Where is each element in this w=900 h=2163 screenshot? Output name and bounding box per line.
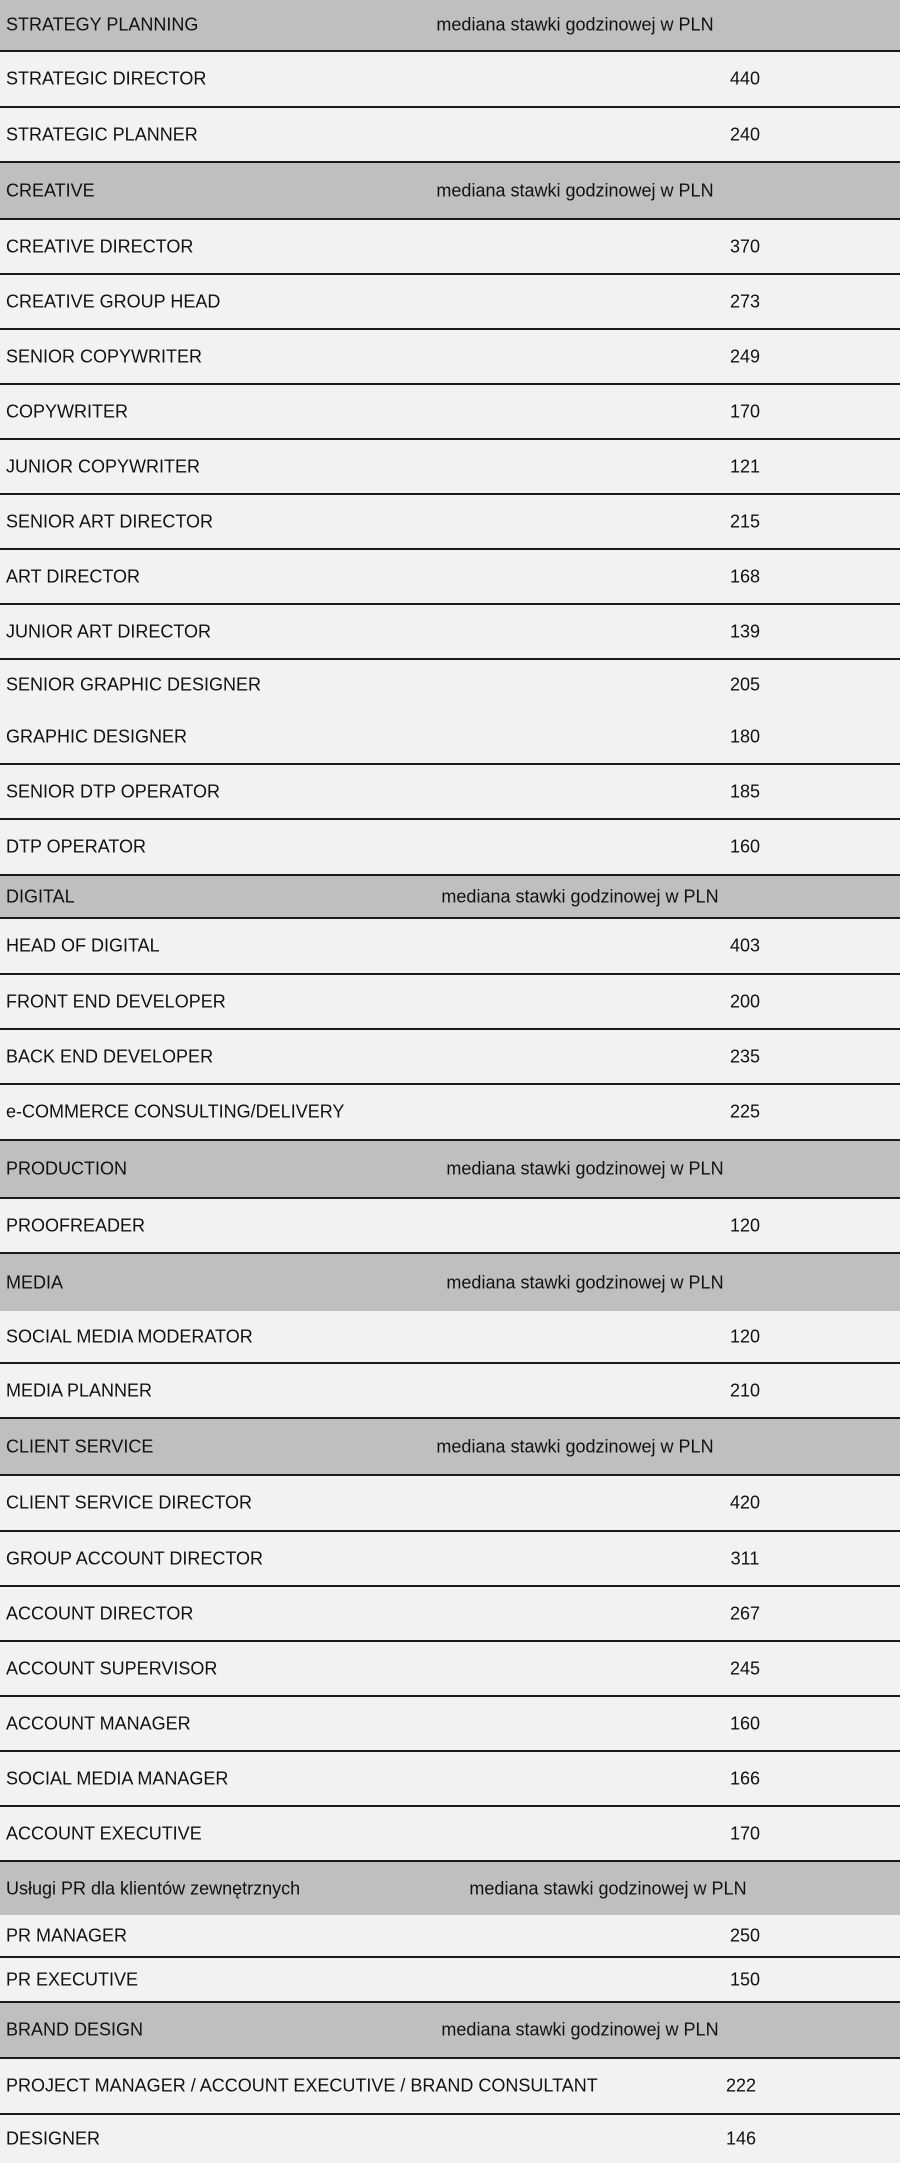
table-row <box>0 660 900 710</box>
table-row <box>0 1085 900 1141</box>
role-label: SENIOR COPYWRITER <box>6 346 203 366</box>
table-row <box>0 440 900 495</box>
rate-value: 420 <box>729 1492 761 1513</box>
rate-value: 170 <box>729 1823 761 1843</box>
rate-value: 205 <box>729 674 761 695</box>
rate-value: 121 <box>729 456 761 476</box>
role-label: ART DIRECTOR <box>6 566 141 586</box>
role-label: SENIOR GRAPHIC DESIGNER <box>6 674 262 695</box>
column-header: mediana stawki godzinowej w PLN <box>436 180 714 200</box>
section-header-row <box>0 1141 900 1199</box>
section-header-row <box>0 876 900 919</box>
role-label: STRATEGIC DIRECTOR <box>6 68 207 89</box>
role-label: ACCOUNT EXECUTIVE <box>6 1823 202 1843</box>
rate-value: 120 <box>729 1215 761 1235</box>
table-row <box>0 330 900 385</box>
role-label: STRATEGIC PLANNER <box>6 124 198 144</box>
column-header: mediana stawki godzinowej w PLN <box>441 2019 719 2040</box>
section-title: CREATIVE <box>6 180 95 200</box>
section-title: CLIENT SERVICE <box>6 1436 154 1456</box>
rate-value: 139 <box>729 621 761 641</box>
role-label: GRAPHIC DESIGNER <box>6 726 188 746</box>
table-row <box>0 220 900 275</box>
role-label: ACCOUNT MANAGER <box>6 1713 191 1733</box>
table-row <box>0 1199 900 1254</box>
table-row <box>0 1587 900 1642</box>
role-label: COPYWRITER <box>6 401 129 421</box>
section-title: BRAND DESIGN <box>6 2019 144 2040</box>
table-row <box>0 1915 900 1958</box>
section-header-row <box>0 163 900 220</box>
section-header-row <box>0 1862 900 1915</box>
role-label: PROOFREADER <box>6 1215 146 1235</box>
rate-value: 311 <box>730 1548 760 1568</box>
rate-value: 273 <box>729 291 761 311</box>
rate-value: 160 <box>729 1713 761 1733</box>
rate-value: 235 <box>729 1046 761 1066</box>
rate-value: 440 <box>729 68 761 89</box>
role-label: SENIOR DTP OPERATOR <box>6 781 221 801</box>
role-label: ACCOUNT DIRECTOR <box>6 1603 194 1623</box>
column-header: mediana stawki godzinowej w PLN <box>469 1878 747 1898</box>
rate-value: 185 <box>729 781 761 801</box>
table-row <box>0 975 900 1030</box>
table-row <box>0 919 900 975</box>
section-title: STRATEGY PLANNING <box>6 14 199 35</box>
role-label: SENIOR ART DIRECTOR <box>6 511 214 531</box>
rate-value: 250 <box>729 1925 761 1945</box>
rate-value: 166 <box>729 1768 761 1788</box>
table-row <box>0 108 900 163</box>
table-row <box>0 550 900 605</box>
section-title: Usługi PR dla klientów zewnętrznych <box>6 1878 301 1898</box>
rate-value: 146 <box>725 2128 757 2149</box>
role-label: PR MANAGER <box>6 1925 128 1945</box>
rate-value: 160 <box>729 836 761 857</box>
role-label: HEAD OF DIGITAL <box>6 935 160 956</box>
column-header: mediana stawki godzinowej w PLN <box>436 1436 714 1456</box>
rate-value: 168 <box>729 566 761 586</box>
table-row <box>0 1697 900 1752</box>
role-label: SOCIAL MEDIA MODERATOR <box>6 1326 253 1346</box>
column-header: mediana stawki godzinowej w PLN <box>441 886 719 906</box>
rate-value: 215 <box>729 511 761 531</box>
table-row <box>0 1364 900 1419</box>
rate-value: 249 <box>729 346 761 366</box>
table-row <box>0 710 900 765</box>
table-row <box>0 1752 900 1807</box>
section-title: DIGITAL <box>6 886 75 906</box>
section-header-row <box>0 1254 900 1311</box>
table-row <box>0 1642 900 1697</box>
table-row <box>0 1958 900 2003</box>
role-label: DESIGNER <box>6 2128 101 2149</box>
table-row <box>0 385 900 440</box>
table-row <box>0 765 900 820</box>
rate-value: 222 <box>725 2075 757 2096</box>
rate-value: 210 <box>729 1380 761 1400</box>
role-label: CREATIVE DIRECTOR <box>6 236 194 256</box>
section-title: MEDIA <box>6 1272 64 1292</box>
role-label: JUNIOR ART DIRECTOR <box>6 621 212 641</box>
role-label: PROJECT MANAGER / ACCOUNT EXECUTIVE / BRAND CONSULTANT <box>6 2075 598 2096</box>
column-header: mediana stawki godzinowej w PLN <box>436 14 714 35</box>
rate-value: 120 <box>729 1326 761 1346</box>
table-row <box>0 52 900 108</box>
role-label: JUNIOR COPYWRITER <box>6 456 201 476</box>
role-label: MEDIA PLANNER <box>6 1380 153 1400</box>
rate-value: 403 <box>729 935 761 956</box>
section-header-row <box>0 0 900 52</box>
role-label: SOCIAL MEDIA MANAGER <box>6 1768 229 1788</box>
table-row <box>0 2115 900 2163</box>
table-row <box>0 495 900 550</box>
rate-value: 245 <box>729 1658 761 1678</box>
rate-value: 180 <box>729 726 761 746</box>
table-row <box>0 2059 900 2115</box>
role-label: e-COMMERCE CONSULTING/DELIVERY <box>6 1101 345 1122</box>
rate-value: 267 <box>729 1603 761 1623</box>
table-row <box>0 605 900 660</box>
role-label: GROUP ACCOUNT DIRECTOR <box>6 1548 264 1568</box>
table-row <box>0 1030 900 1085</box>
rate-value: 240 <box>729 124 761 144</box>
role-label: BACK END DEVELOPER <box>6 1046 214 1066</box>
role-label: PR EXECUTIVE <box>6 1969 139 1989</box>
role-label: CREATIVE GROUP HEAD <box>6 291 221 311</box>
role-label: ACCOUNT SUPERVISOR <box>6 1658 218 1678</box>
table-row <box>0 820 900 876</box>
role-label: CLIENT SERVICE DIRECTOR <box>6 1492 253 1513</box>
column-header: mediana stawki godzinowej w PLN <box>446 1158 724 1179</box>
rate-value: 225 <box>729 1101 761 1122</box>
role-label: DTP OPERATOR <box>6 836 147 857</box>
column-header: mediana stawki godzinowej w PLN <box>446 1272 724 1292</box>
role-label: FRONT END DEVELOPER <box>6 991 226 1011</box>
rate-value: 370 <box>729 236 761 256</box>
rate-value: 150 <box>729 1969 761 1989</box>
table-row <box>0 275 900 330</box>
section-title: PRODUCTION <box>6 1158 127 1179</box>
table-row <box>0 1532 900 1587</box>
rate-value: 200 <box>729 991 761 1011</box>
table-row <box>0 1311 900 1364</box>
section-header-row <box>0 1419 900 1476</box>
table-row <box>0 1807 900 1862</box>
table-row <box>0 1476 900 1532</box>
section-header-row <box>0 2003 900 2059</box>
rate-value: 170 <box>729 401 761 421</box>
